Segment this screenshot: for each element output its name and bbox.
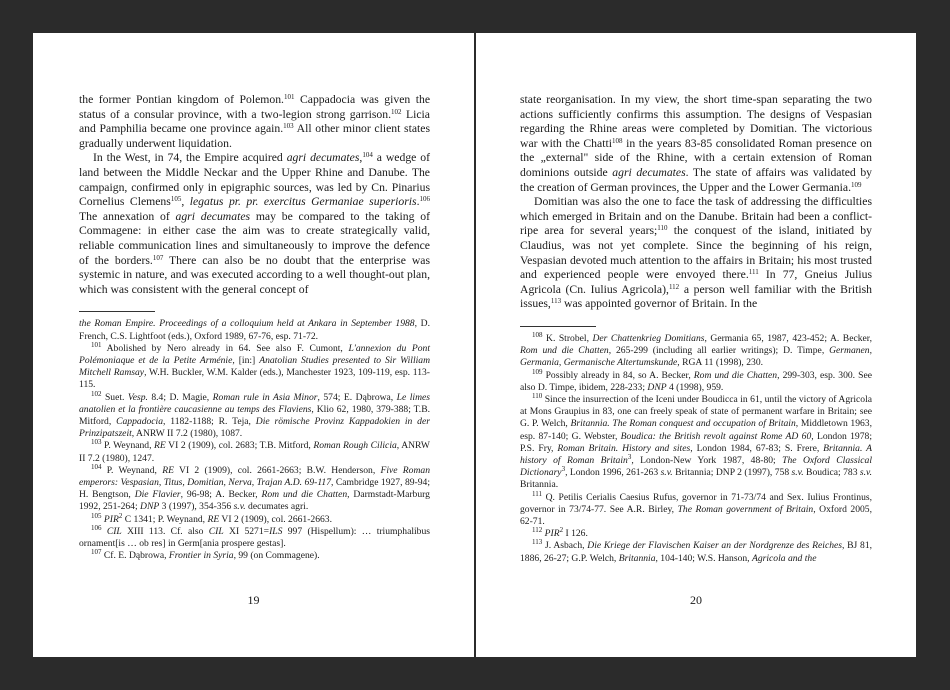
footnote: $^{110}$ Since the insurrection of the Iceni under Boudicca in 61, until the victory of Agricola at Mons Graupius in 83, one can freely speak of state of permanent warfare in Britain; see G. P. Welch, Britannia. The Roman conquest and occupation of Britain, Middletown 1963, esp. 87-140; G. Webster, Boudica: the British revolt against Rome AD 60, London 1978; P.S. Fry, Roman Britain. History and sites, London 1984, 67-83; S. Frere, Britannia. A history of Roman Britain$^3$, London-New York 1987, 48-80; The Oxford Classical Dictionary$^3$, London 1996, 261-263 s.v. Britannia; DNP 2 (1997), 758 s.v. Boudica; 783 s.v. Britannia. bbox=[520, 391, 872, 491]
left-footnotes bbox=[79, 318, 430, 562]
right-page bbox=[476, 33, 916, 657]
footnote: $^{113}$ J. Asbach, Die Kriege der Flavischen Kaiser an der Nordgrenze des Reiches, BJ 81, 1886, 26-27; G.P. Welch, Britannia, 104-140; W.S. Hanson, Agricola and the bbox=[520, 538, 873, 564]
left-paragraph: In the West, in 74, the Empire acquired agri decumates,$^{104}$ a wedge of land between the Middle Neckar and the Upper Rhine and Danube. The campaign, confirmed only in epigraphic sources, was led by Cn. Pinarius Cornelius Clemens$^{105}$, legatus pr. pr. exercitus Germaniae superioris.$^{106}$ The annexation of agri decumates may be compared to the taking of Commagene: in either case the aim was to create strategically valid, reliable communication lines and simultaneously to improve the defence of the borders.$^{107}$ There can also be no doubt that the enterprise was systemic in nature, and was executed according to a well thought-out plan, which was consistent with the general concept of bbox=[79, 151, 430, 296]
left-paragraph: the former Pontian kingdom of Polemon.$^{101}$ Cappadocia was given the status of a consular province, with a two-legion strong garrison.$^{102}$ Licia and Pamphilia became one province again.$^{103}$ All other minor client states gradually underwent liquidation. bbox=[79, 93, 431, 150]
footnote: $^{112}$ PIR$^2$ I 126. bbox=[532, 526, 588, 540]
footnote: $^{103}$ P. Weynand, RE VI 2 (1909), col. 2683; T.B. Mitford, Roman Rough Cilicia, ANRW II 7.2 (1980), 1247. bbox=[79, 438, 430, 464]
left-page bbox=[33, 33, 474, 657]
footnote: $^{105}$ PIR$^2$ C 1341; P. Weynand, RE VI 2 (1909), col. 2661-2663. bbox=[91, 511, 333, 525]
footnote-separator bbox=[520, 326, 596, 327]
footnote: $^{109}$ Possibly already in 84, so A. Becker, Rom und die Chatten, 299-303, esp. 300. See also D. Timpe, ibidem, 228-233; DNP 4 (1998), 959. bbox=[520, 367, 872, 393]
footnote: $^{104}$ P. Weynand, RE VI 2 (1909), col. 2661-2663; B.W. Henderson, Five Roman emperors: Vespasian, Titus, Domitian, Nerva, Trajan A.D. 69-117, Cambridge 1927, 89-94; H. Bengtson, Die Flavier, 96-98; A. Becker, Rom und die Chatten, Darmstadt-Marburg 1992, 251-264; DNP 3 (1997), 354-356 s.v. decumates agri. bbox=[79, 462, 430, 513]
footnote: $^{111}$ Q. Petilis Cerialis Caesius Rufus, governor in 71-73/74 and Sex. Iulius Frontinus, governor in 73/74-77. See A.R. Birley, The Roman government of Britain, Oxford 2005, 62-71. bbox=[520, 489, 872, 527]
right-paragraph: Domitian was also the one to face the task of addressing the difficulties which emerged in Britain and on the Danube. Britain had been a conflict-ripe area for several years;$^{110}$ the conquest of the island, initiated by Claudius, was not yet complete. Since the beginning of his reign, Vespasian devoted much attention to the affairs in Britain; his most trusted and experienced people were envoyed there.$^{111}$ In 77, Gneius Julius Agricola (Cn. Iulius Agricola),$^{112}$ a person well familiar with the British issues,$^{113}$ was appointed governor of Britain. In the bbox=[520, 195, 873, 311]
page-number: 20 bbox=[690, 593, 702, 607]
footnote: $^{108}$ K. Strobel, Der Chattenkrieg Domitians, Germania 65, 1987, 423-452; A. Becker, Rom und die Chatten, 265-299 (including all earlier writings); D. Timpe, Germanen, Germania, Germanische Altertumskunde, RGA 11 (1998), 230. bbox=[520, 330, 872, 369]
right-main-text bbox=[520, 93, 872, 312]
page-number: 19 bbox=[247, 593, 260, 607]
footnote: the Roman Empire. Proceedings of a colloquium held at Ankara in September 1988, D. French, C.S. Lightfoot (eds.), Oxford 1989, 67-76, esp. 71-72. bbox=[79, 318, 431, 342]
footnote: $^{102}$ Suet. Vesp. 8.4; D. Magie, Roman rule in Asia Minor, 574; E. Dąbrowa, Le limes anatolien et la frontière caucasienne au temps des Flaviens, Klio 62, 1980, 379-388; T.B. Mitford, Cappadocia, 1182-1188; R. Teja, Die römische Provinz Kappadokien in der Prinzipatszeit, ANRW II 7.2 (1980), 1087. bbox=[79, 389, 431, 440]
right-footnotes bbox=[520, 330, 873, 565]
footnote: $^{106}$ CIL XIII 113. Cf. also CIL XI 5271=ILS 997 (Hispellum): … triumphalibus ornament[is … ob res] in Germ[ania prospere gestas]. bbox=[79, 523, 430, 549]
footnote: $^{101}$ Abolished by Nero already in 64. See also F. Cumont, L'annexion du Pont Polémoniaque et de la Petite Arménie, [in:] Anatolian Studies presented to Sir William Mitchell Ramsay, W.H. Buckler, W.M. Kalder (eds.), Manchester 1923, 109-119, esp. 113-115. bbox=[79, 340, 430, 391]
right-paragraph: state reorganisation. In my view, the short time-span separating the two actions sufficiently confirms this assumption. The designs of Vespasian regarding the Rhine areas were completed by Domitian. The victorious war with the Chatti$^{108}$ in the years 83-85 consolidated Roman presence on the „external" side of the Rhine, with a certain extension of Roman dominions outside agri decumates. The state of affairs was validated by the creation of German provinces, the Upper and the Lower Germania.$^{109}$ bbox=[520, 93, 873, 194]
footnote: $^{107}$ Cf. E. Dąbrowa, Frontier in Syria, 99 (on Commagene). bbox=[91, 548, 320, 562]
footnote-separator bbox=[79, 311, 155, 312]
left-main-text bbox=[79, 93, 430, 297]
